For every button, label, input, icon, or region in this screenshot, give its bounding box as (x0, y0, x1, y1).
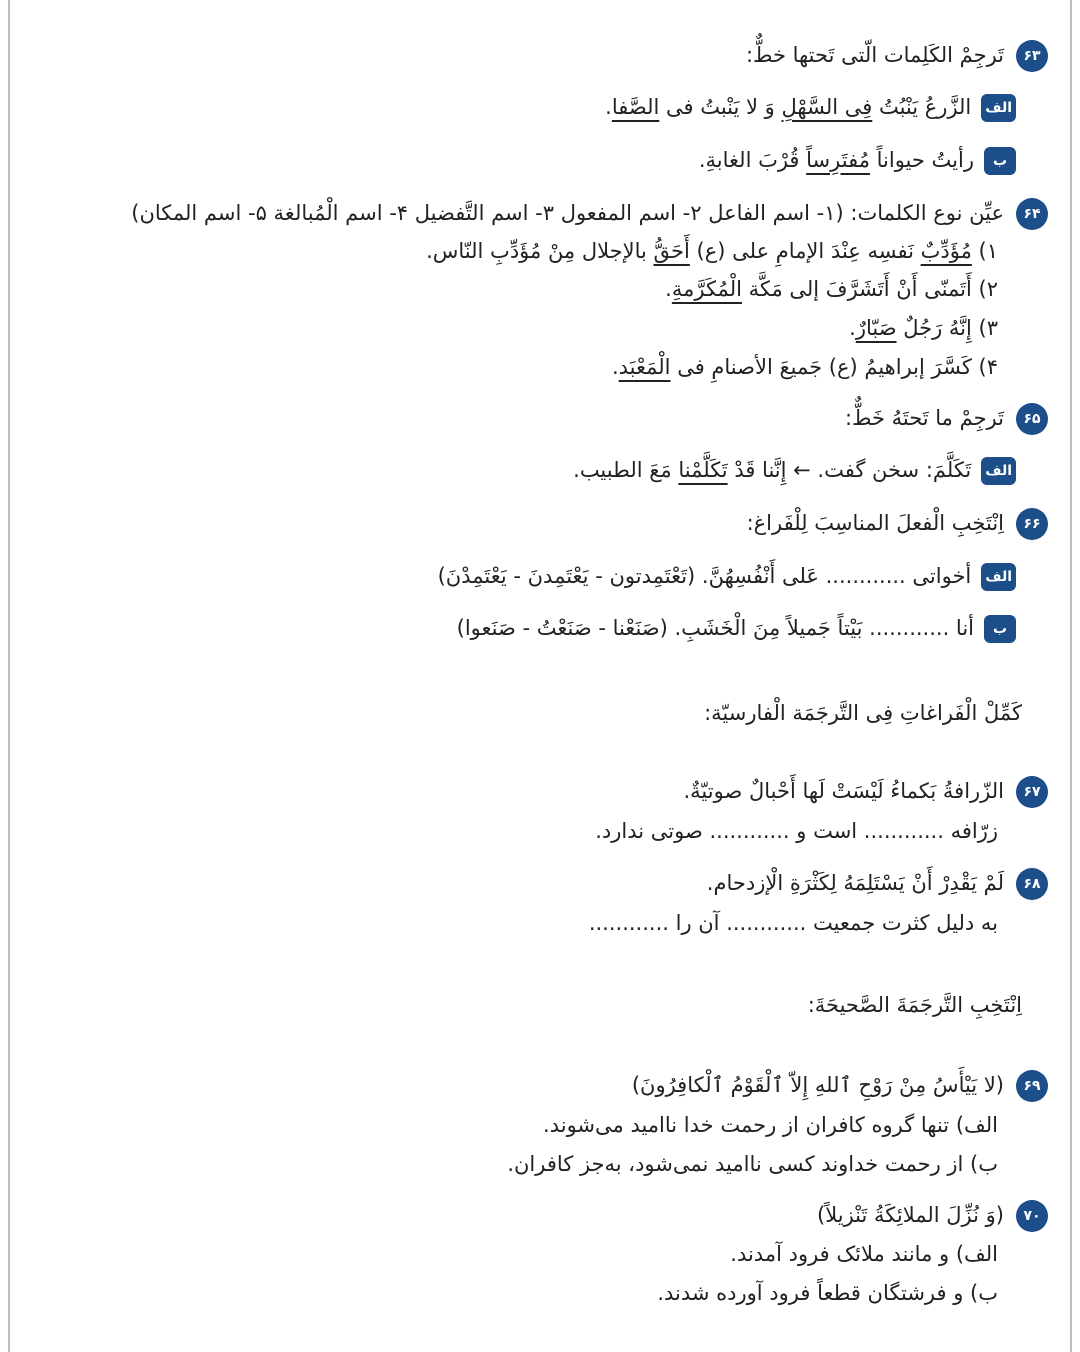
q64-item-2 (0, 272, 1080, 306)
q64-heading (0, 196, 1080, 230)
item-text: بالإجلال مِنْ مُؤَدِّبِ النّاس. (426, 239, 654, 263)
underlined-word: مُفتَرِساً (806, 148, 870, 172)
section-heading-choose: اِنْتَخِبِ التَّرجَمَةَ الصَّحیحَةَ: (807, 993, 1022, 1017)
item-text: . (665, 277, 672, 301)
item-text: رأیتُ حیواناً (869, 148, 974, 172)
item-label-badge: الف (981, 563, 1016, 591)
question-title: اِنْتَخِبِ الْفعلَ المناسِبَ لِلْفَراغ: (746, 511, 1004, 535)
q66-heading (0, 506, 1080, 540)
q67-heading (0, 774, 1080, 808)
q70-heading (0, 1198, 1080, 1232)
q67-persian: زرّافه ............ است و ............ صوتی ندارد. (595, 819, 998, 843)
arabic-sentence: لَمْ یَقْدِرْ أَنْ یَسْتَلِمَهُ لِکَثْرَةِ الْإزدحام. (706, 871, 1004, 895)
item-text: . (605, 95, 612, 119)
q63-item-b (0, 143, 1080, 177)
item-label-badge: ب (984, 147, 1016, 175)
q64-item-1 (0, 234, 1080, 268)
item-text: مَعَ الطبیب. (573, 458, 679, 482)
question-number-badge: ۶۵ (1016, 403, 1048, 435)
question-title: عیِّن نوع الکلمات: (۱- اسم الفاعل ۲- اسم المفعول ۳- اسم التَّفضیل ۴- اسم الْمُبالغة ۵- اسم المکان) (131, 201, 1004, 225)
q66-item-a (0, 559, 1080, 593)
item-label-badge: الف (981, 457, 1016, 485)
item-text: ۳) إِنَّهُ رَجُلٌ (896, 316, 998, 340)
item-text: ۱) (971, 239, 998, 263)
item-text: أخواتی ............ عَلی أَنْفُسِهُنَّ. (تَعْتَمِدتون - یَعْتَمِدنَ - یَعْتَمِدْنَ) (437, 564, 972, 588)
item-text: أنا ............ بَیْتاً جَمیلاً مِنَ الْخَشَبِ. (صَنَعْنا - صَنَعْتُ - صَنَعوا) (456, 616, 974, 640)
item-text: تَکَلَّمَ: سخن گفت. ← إِنَّنا قَدْ (727, 458, 972, 482)
q69-option-b: ب) از رحمت خداوند کسی ناامید نمی‌شود، به‌جز کافران. (507, 1152, 998, 1176)
arabic-sentence: (وَ نُزِّلَ الملائِکَةُ تَنْزیلاً) (817, 1203, 1004, 1227)
item-text: . (849, 316, 856, 340)
question-title: تَرجِمْ الکَلِمات الّتی تَحتها خطٌّ: (745, 43, 1004, 67)
underlined-word: تَکَلَّمْنا (678, 458, 728, 482)
q63-heading (0, 38, 1080, 72)
q70-option-a: الف) و مانند ملائک فرود آمدند. (730, 1242, 998, 1266)
q68-persian: به دلیل کثرت جمعیت ............ آن را ............ (588, 911, 998, 935)
item-text: نَفسِه عِنْدَ الإمامِ علی (ع) (689, 239, 921, 263)
underlined-word: أَحَقُّ (653, 239, 690, 263)
q69-heading (0, 1068, 1080, 1102)
question-number-badge: ۶۸ (1016, 868, 1048, 900)
question-number-badge: ۶۴ (1016, 198, 1048, 230)
underlined-word: صَبّارٌ (855, 316, 897, 340)
q64-item-4 (0, 350, 1080, 384)
q68-heading (0, 866, 1080, 900)
item-label-badge: ب (984, 615, 1016, 643)
underlined-word: الْمُکَرَّمةِ (671, 277, 742, 301)
item-label-badge: الف (981, 94, 1016, 122)
q65-heading (0, 401, 1080, 435)
q65-item-a (0, 453, 1080, 487)
q66-item-b (0, 611, 1080, 645)
underlined-word: الصَّفا (611, 95, 660, 119)
question-number-badge: ۶۳ (1016, 40, 1048, 72)
underlined-word: الْمَعْبَد (618, 355, 671, 379)
question-number-badge: ۶۹ (1016, 1070, 1048, 1102)
question-number-badge: ۶۷ (1016, 776, 1048, 808)
q63-item-a (0, 90, 1080, 124)
question-number-badge: ۷۰ (1016, 1200, 1048, 1232)
item-text: وَ لا یَنْبتُ فی (659, 95, 782, 119)
item-text: الزَّرعُ یَنْبُتُ (872, 95, 972, 119)
item-text: قُرْبَ الغابةِ. (698, 148, 807, 172)
underlined-word: مُؤَدِّبٌ (920, 239, 972, 263)
q69-option-a: الف) تنها گروه کافران از رحمت خدا ناامید می‌شوند. (543, 1113, 998, 1137)
underlined-word: فِی السَّهْلِ (781, 95, 873, 119)
item-text: ۴) کَسَّرَ إبراهیمُ (ع) جَمیعَ الأصنامِ فی (670, 355, 998, 379)
arabic-sentence: (لا یَیْأَسُ مِنْ رَوْحِ ٱللهِ إِلاّ ٱلْقَوْمُ ٱلْکافِرُونَ) (631, 1073, 1004, 1097)
section-heading-complete: کَمِّلْ الْفَراغاتِ فِی التَّرجَمَة الْفارسیّة: (704, 701, 1022, 725)
question-number-badge: ۶۶ (1016, 508, 1048, 540)
arabic-sentence: الزّرافةُ بَکماءُ لَیْسَتْ لَها أَحْبالٌ صوتیّةٌ. (683, 779, 1004, 803)
item-text: . (611, 355, 619, 379)
q64-item-3 (0, 311, 1080, 345)
item-text: ۲) أَتَمنّی أَنْ أَتَشَرَّفَ إلی مَکَّة (741, 277, 998, 301)
question-title: تَرجِمْ ما تَحتَهُ خَطٌّ: (844, 406, 1004, 430)
q70-option-b: ب) و فرشتگان قطعاً فرود آورده شدند. (657, 1281, 998, 1305)
